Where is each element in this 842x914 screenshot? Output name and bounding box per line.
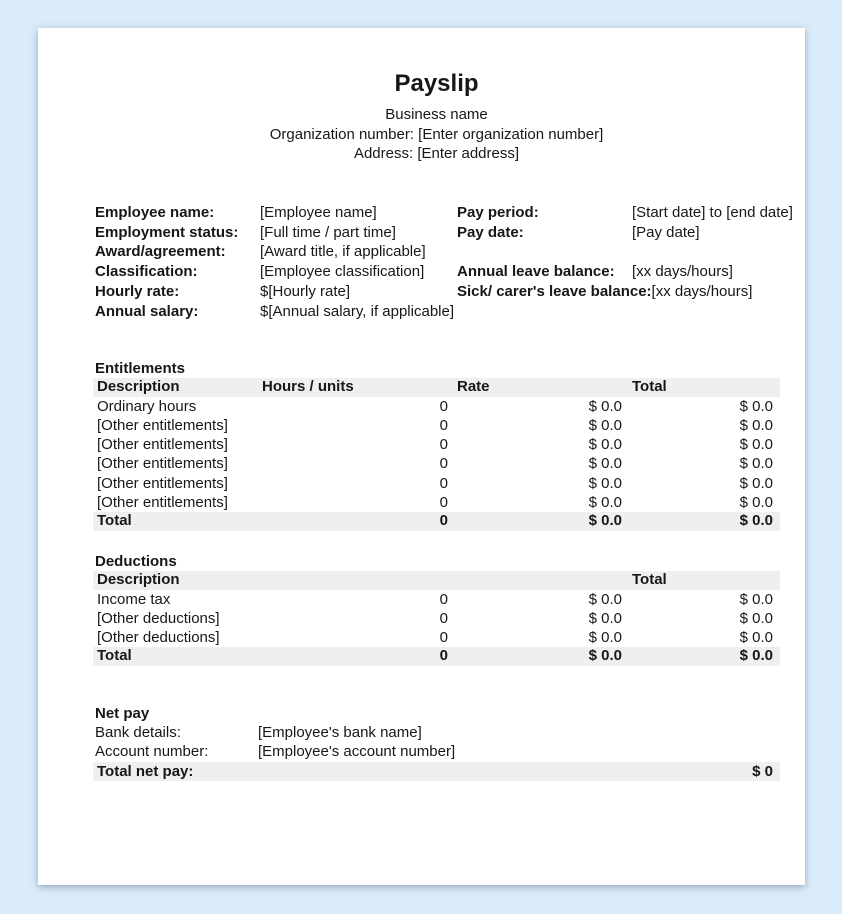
cell-description: [Other entitlements] [97, 455, 228, 473]
detail-label: Employment status: [95, 223, 239, 241]
cell-hours-units: 0 [439, 590, 448, 608]
cell-description: Total [93, 512, 262, 531]
cell-rate: $ 0.0 [588, 590, 622, 608]
column-header-description: Description [93, 571, 262, 590]
detail-label: Account number: [95, 743, 209, 761]
bank-details-row [93, 723, 780, 742]
cell-rate: $ 0.0 [450, 512, 625, 531]
cell-hours-units: 0 [439, 629, 448, 647]
detail-label: Pay date: [457, 223, 524, 241]
cell-total: $ 0.0 [739, 397, 773, 415]
cell-hours-units: 0 [439, 397, 448, 415]
cell-hours-units: 0 [439, 416, 448, 434]
column-header-total: Total [625, 378, 780, 397]
cell-hours-units: 0 [439, 493, 448, 511]
detail-value: [Employee's account number] [258, 743, 456, 761]
detail-row-classification [95, 262, 455, 282]
account-number-row [93, 742, 780, 761]
detail-label: Classification: [95, 263, 198, 281]
organization-number-line: Organization number: [Enter organization number] [269, 125, 604, 143]
detail-value: [Start date] to [end date] [632, 204, 793, 221]
pay-period-details [457, 203, 793, 302]
cell-total: $ 0.0 [739, 629, 773, 647]
cell-total: $ 0.0 [625, 647, 780, 666]
cell-total: $ 0.0 [739, 416, 773, 434]
cell-total: $ 0.0 [739, 590, 773, 608]
business-info [93, 105, 780, 164]
cell-hours-units: 0 [439, 436, 448, 454]
net-pay-section-title: Net pay [95, 705, 150, 722]
deductions-header-row [93, 571, 780, 590]
page-title: Payslip [394, 70, 479, 97]
deductions-section [93, 552, 780, 666]
detail-value: [Award title, if applicable] [260, 243, 426, 261]
table-row [93, 435, 780, 454]
cell-hours-units: 0 [439, 455, 448, 473]
detail-label: Sick/ carer's leave balance: [457, 282, 652, 300]
column-header-empty [262, 571, 450, 590]
entitlements-header-row [93, 378, 780, 397]
cell-rate: $ 0.0 [450, 647, 625, 666]
detail-row-annual-salary [95, 302, 455, 322]
detail-value: $[Annual salary, if applicable] [260, 302, 455, 320]
net-pay-section [93, 704, 780, 781]
detail-label: Employee name: [95, 204, 215, 221]
cell-description: [Other entitlements] [97, 474, 228, 492]
table-row [93, 474, 780, 493]
column-header-total: Total [625, 571, 780, 590]
cell-description: [Other entitlements] [97, 416, 228, 434]
cell-rate: $ 0.0 [588, 436, 622, 454]
business-name: Business name [385, 106, 488, 123]
column-header-hours-units: Hours / units [262, 378, 450, 397]
detail-row-hourly-rate [95, 282, 455, 302]
entitlements-section [93, 359, 780, 531]
table-row [93, 590, 780, 609]
employee-details [95, 203, 455, 321]
detail-row-employee-name [95, 203, 455, 223]
table-row [93, 628, 780, 647]
detail-label: Annual leave balance: [457, 263, 615, 281]
detail-value: [Employee classification] [260, 263, 425, 281]
cell-total: $ 0.0 [625, 512, 780, 531]
detail-value: [xx days/hours] [632, 263, 733, 281]
document-header [93, 69, 780, 164]
detail-row-pay-period [457, 203, 793, 223]
deductions-table [93, 571, 780, 666]
column-header-rate: Rate [450, 378, 625, 397]
entitlements-table [93, 378, 780, 531]
detail-value: [xx days/hours] [651, 282, 753, 300]
cell-description: [Other deductions] [97, 609, 220, 627]
detail-label: Annual salary: [95, 302, 199, 320]
cell-total: $ 0.0 [739, 474, 773, 492]
cell-rate: $ 0.0 [588, 493, 622, 511]
cell-total: $ 0.0 [739, 493, 773, 511]
cell-hours-units: 0 [262, 512, 450, 531]
cell-description: Income tax [97, 590, 171, 608]
cell-total: $ 0.0 [739, 455, 773, 473]
cell-description: Ordinary hours [97, 397, 197, 415]
address-line: Address: [Enter address] [353, 145, 520, 162]
table-row [93, 493, 780, 512]
cell-rate: $ 0.0 [588, 416, 622, 434]
detail-row-pay-date [457, 223, 787, 243]
cell-hours-units: 0 [439, 474, 448, 492]
detail-row-employment-status [95, 223, 455, 243]
detail-label: Bank details: [95, 724, 181, 741]
cell-description: [Other deductions] [97, 629, 220, 647]
table-row [93, 609, 780, 628]
deductions-section-title: Deductions [95, 553, 177, 570]
total-net-pay-value: $ 0 [752, 762, 773, 780]
table-row [93, 454, 780, 473]
cell-description: Total [93, 647, 262, 666]
cell-description: [Other entitlements] [97, 493, 228, 511]
cell-rate: $ 0.0 [588, 629, 622, 647]
detail-row-spacer [457, 242, 787, 262]
cell-rate: $ 0.0 [588, 397, 622, 415]
detail-value: [Pay date] [632, 223, 700, 241]
cell-rate: $ 0.0 [588, 474, 622, 492]
table-row [93, 397, 780, 416]
table-row [93, 416, 780, 435]
entitlements-total-row [93, 512, 780, 531]
detail-value: [Full time / part time] [260, 223, 396, 241]
entitlements-section-title: Entitlements [95, 360, 186, 377]
detail-row-award-agreement [95, 242, 455, 262]
total-net-pay-label: Total net pay: [97, 762, 194, 780]
cell-rate: $ 0.0 [588, 609, 622, 627]
cell-total: $ 0.0 [739, 436, 773, 454]
detail-label: Pay period: [457, 204, 539, 221]
detail-value: $[Hourly rate] [260, 282, 351, 300]
detail-value: [Employee name] [260, 204, 377, 221]
cell-description: [Other entitlements] [97, 436, 228, 454]
detail-row-sick-leave-balance [457, 282, 787, 302]
detail-value: [Employee's bank name] [258, 724, 422, 741]
cell-total: $ 0.0 [739, 609, 773, 627]
payslip-document [38, 28, 805, 885]
cell-rate: $ 0.0 [588, 455, 622, 473]
cell-hours-units: 0 [439, 609, 448, 627]
total-net-pay-row [93, 762, 780, 781]
column-header-description: Description [93, 378, 262, 397]
detail-label: Hourly rate: [95, 282, 180, 300]
column-header-empty [450, 571, 625, 590]
detail-row-annual-leave-balance [457, 262, 787, 282]
detail-label: Award/agreement: [95, 243, 226, 261]
cell-hours-units: 0 [262, 647, 450, 666]
deductions-total-row [93, 647, 780, 666]
